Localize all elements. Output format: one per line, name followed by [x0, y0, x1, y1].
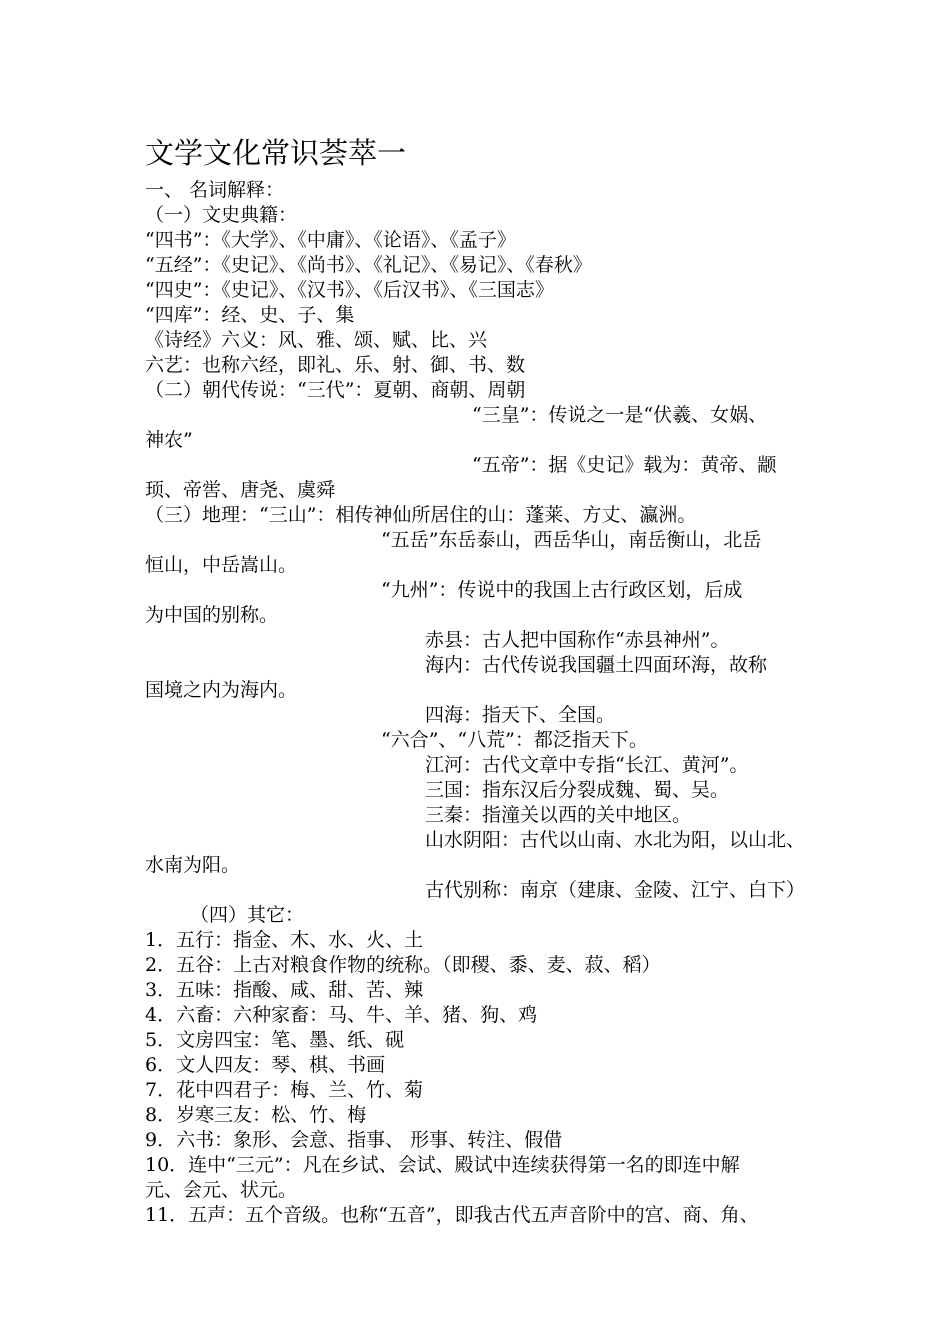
subsection-heading: （二）朝代传说：“三代”：夏朝、商朝、周朝	[145, 379, 526, 401]
text-line: “四史”：《史记》、《汉书》、《后汉书》、《三国志》	[145, 279, 554, 301]
list-item: 9．六书：象形、会意、指事、 形事、转注、假借	[145, 1129, 563, 1151]
list-item: 2．五谷：上古对粮食作物的统称。（即稷、黍、麦、菽、稻）	[145, 954, 661, 976]
text-line: 三国：指东汉后分裂成魏、蜀、吴。	[425, 779, 730, 801]
text-line: “九州”：传说中的我国上古行政区划，后成	[381, 579, 743, 601]
text-line: 海内：古代传说我国疆土四面环海，故称	[425, 654, 768, 676]
text-line: 山水阴阳：古代以山南、水北为阳，以山北、	[425, 829, 806, 851]
text-line: 国境之内为海内。	[145, 679, 298, 701]
text-line: “四书”：《大学》、《中庸》、《论语》、《孟子》	[145, 229, 516, 251]
list-item: 11．五声：五个音级。也称“五音”，即我古代五声音阶中的宫、商、角、	[145, 1204, 759, 1226]
text-line: 三秦：指潼关以西的关中地区。	[425, 804, 692, 826]
list-item: 5．文房四宝：笔、墨、纸、砚	[145, 1029, 405, 1051]
text-line: “五经”：《史记》、《尚书》、《礼记》、《易记》、《春秋》	[145, 254, 592, 276]
subsection-heading: （四）其它：	[190, 904, 305, 926]
subsection-heading: （一）文史典籍：	[145, 204, 298, 226]
text-line: 古代别称：南京（建康、金陵、江宁、白下）	[425, 879, 806, 901]
text-line: “三皇”：传说之一是“伏羲、女娲、	[472, 404, 768, 426]
text-line: 六艺：也称六经，即礼、乐、射、御、书、数	[145, 354, 526, 376]
text-line: 赤县：古人把中国称作“赤县神州”。	[425, 629, 730, 651]
text-line: 恒山，中岳嵩山。	[145, 554, 298, 576]
list-item: 6．文人四友：琴、棋、书画	[145, 1054, 386, 1076]
list-item: 7．花中四君子：梅、兰、竹、菊	[145, 1079, 424, 1101]
list-item: 3．五味：指酸、咸、甜、苦、辣	[145, 979, 424, 1001]
text-line: 顼、帝喾、唐尧、虞舜	[145, 479, 336, 501]
text-line: “五帝”：据《史记》载为：黄帝、颛	[472, 454, 777, 476]
text-line: 四海：指天下、全国。	[425, 704, 616, 726]
document-title: 文学文化常识荟萃一	[145, 136, 407, 170]
list-item: 4．六畜：六种家畜：马、牛、羊、猪、狗、鸡	[145, 1004, 538, 1026]
list-item: 8．岁寒三友：松、竹、梅	[145, 1104, 367, 1126]
text-line: “四库”：经、史、子、集	[145, 304, 355, 326]
section-heading: 一、 名词解释：	[145, 179, 285, 201]
text-line: 江河：古代文章中专指“长江、黄河”。	[425, 754, 749, 776]
list-item: 10．连中“三元”：凡在乡试、会试、殿试中连续获得第一名的即连中解	[145, 1154, 740, 1176]
text-line: 《诗经》六义：风、雅、颂、赋、比、兴	[145, 329, 488, 351]
text-line: “五岳”东岳泰山，西岳华山，南岳衡山，北岳	[381, 529, 762, 551]
list-item-continuation: 元、会元、状元。	[145, 1179, 298, 1201]
list-item: 1．五行：指金、木、水、火、土	[145, 929, 424, 951]
text-line: 神农”	[145, 429, 193, 451]
text-line: 为中国的别称。	[145, 604, 279, 626]
subsection-heading: （三）地理：“三山”：相传神仙所居住的山：蓬莱、方丈、瀛洲。	[145, 504, 697, 526]
text-line: “六合”、“八荒”：都泛指天下。	[381, 729, 648, 751]
text-line: 水南为阳。	[145, 854, 241, 876]
